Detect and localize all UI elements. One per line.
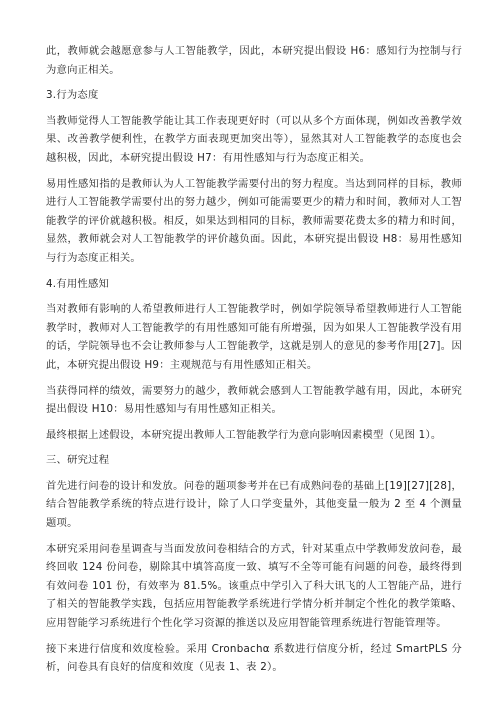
paragraph-reliability: 接下来进行信度和效度检验。采用 Cronbachα 系数进行信度分析，经过 SmartPLS 分析，问卷具有良好的信度和效度（见表 1、表 2）。 (46, 642, 462, 674)
paragraph-h9: 当对教师有影响的人希望教师进行人工智能教学时，例如学院领导希望教师进行人工智能教学时，教师对人工智能教学的有用性感知可能有所增强，因为如果人工智能教学没有用的话，学院领导也不会让教师参与人工智能教学，这就是别人的意见的参考作用[27]。因此，本研究提出假设 H9：主观规范与有用性感知正相关。 (46, 303, 462, 371)
paragraph-questionnaire-design: 首先进行问卷的设计和发放。问卷的题项参考并在已有成熟问卷的基础上[19][27][28]，结合智能教学系统的特点进行设计，除了人口学变量外，其他变量一般为 2 至 4 个测量题项。 (46, 479, 462, 530)
document-page (46, 42, 462, 684)
section-heading-usefulness: 4.有用性感知 (46, 277, 110, 290)
paragraph-h10: 当获得同样的绩效，需要努力的越少，教师就会感到人工智能教学越有用，因此，本研究提出假设 H10：易用性感知与有用性感知正相关。 (46, 384, 462, 416)
paragraph-h6: 此，教师就会越愿意参与人工智能教学，因此，本研究提出假设 H6：感知行为控制与行为意向正相关。 (46, 45, 462, 76)
paragraph-data-collection: 本研究采用问卷星调查与当面发放问卷相结合的方式，针对某重点中学教师发放问卷，最终回收 124 份问卷，剔除其中填答高度一致、填写不全等可能有问题的问卷，最终得到有效问卷 101 份，有效率为 81.5%。该重点中学引入了科大讯飞的人工智能产品，进行了相关的智能教学实践，包括应用智能教学系统进行学情分析并制定个性化的教学策略、应用智能学习系统进行个性化学习资源的推送以及应用智能管理系统进行智能管理等。 (46, 542, 462, 630)
paragraph-h7: 当教师觉得人工智能教学能让其工作表现更好时（可以从多个方面体现，例如改善教学效果、改善教学便利性，在教学方面表现更加突出等），显然其对人工智能教学的态度也会越积极，因此，本研究提出假设 H7：有用性感知与行为态度正相关。 (46, 114, 462, 164)
section-heading-attitude: 3.行为态度 (46, 89, 99, 102)
section-heading-research-process: 三、研究过程 (46, 454, 110, 467)
paragraph-model: 最终根据上述假设，本研究提出教师人工智能教学行为意向影响因素模型（见图 1）。 (46, 428, 442, 441)
paragraph-h8: 易用性感知指的是教师认为人工智能教学需要付出的努力程度。当达到同样的目标，教师进行人工智能教学需要付出的努力越少，例如可能需要更少的精力和时间，教师对人工智能教学的评价就越积极。相反，如果达到相同的目标，教师需要花费太多的精力和时间，显然，教师就会对人工智能教学的评价越负面。因此，本研究提出假设 H8：易用性感知与行为态度正相关。 (46, 177, 462, 264)
